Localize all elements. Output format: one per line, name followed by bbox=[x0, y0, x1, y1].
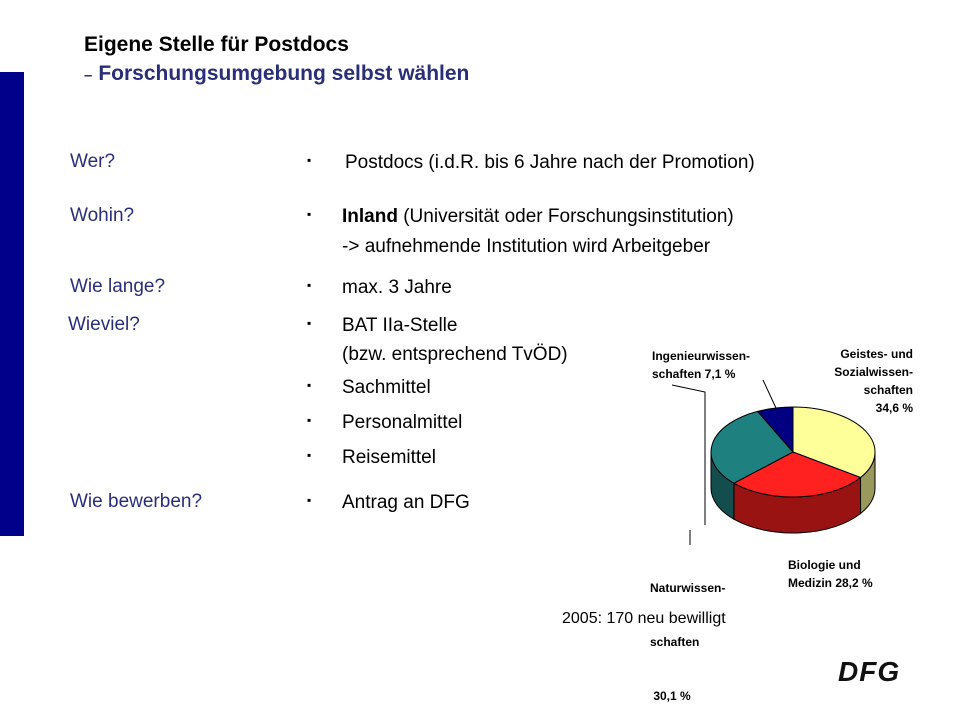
answer-wohin bbox=[342, 202, 734, 232]
answer-wohin-rest: (Universität oder Forschungsinstitution) bbox=[397, 206, 734, 227]
answer-wieviel-3: Personalmittel bbox=[342, 412, 463, 433]
bullet-marker: ▪ bbox=[307, 413, 312, 427]
slice-label-line: Medizin 28,2 % bbox=[788, 576, 873, 590]
slice-label-line: Naturwissen- bbox=[650, 581, 726, 595]
question-wer: Wer? bbox=[70, 151, 116, 172]
bullet-marker: ▪ bbox=[307, 278, 312, 292]
pie-slice-side-1 bbox=[734, 478, 861, 533]
slice-label-ingenieur bbox=[652, 347, 750, 383]
sidebar-accent-bar bbox=[0, 72, 24, 536]
slice-label-line: Geistes- und bbox=[840, 347, 913, 361]
question-wie-bewerben: Wie bewerben? bbox=[70, 491, 203, 512]
slice-label-geistes bbox=[803, 345, 913, 417]
answer-wie-bewerben: Antrag an DFG bbox=[342, 492, 470, 513]
slice-label-line: schaften bbox=[650, 635, 700, 649]
pie-slice-side-2 bbox=[711, 452, 734, 519]
answer-wieviel-2: Sachmittel bbox=[342, 377, 431, 398]
pie-slice-0 bbox=[793, 407, 875, 478]
pie-slice-side-0 bbox=[861, 452, 875, 514]
slice-label-line: 30,1 % bbox=[650, 689, 691, 703]
question-wohin: Wohin? bbox=[70, 205, 135, 226]
answer-wieviel-4: Reisemittel bbox=[342, 447, 436, 468]
bullet-marker: ▪ bbox=[307, 153, 312, 167]
question-wieviel: Wieviel? bbox=[68, 314, 140, 335]
answer-wer: Postdocs (i.d.R. bis 6 Jahre nach der Promotion) bbox=[345, 152, 755, 173]
slice-label-line: Ingenieurwissen- bbox=[652, 349, 751, 363]
slice-label-biologie bbox=[788, 556, 873, 592]
bullet-marker: ▪ bbox=[307, 316, 312, 330]
pie-slice-3 bbox=[758, 407, 793, 452]
pie-slice-2 bbox=[711, 411, 793, 483]
pie-slice-1 bbox=[734, 452, 861, 497]
answer-wie-lange: max. 3 Jahre bbox=[342, 277, 452, 298]
bullet-marker: ▪ bbox=[307, 207, 312, 221]
bullet-marker: ▪ bbox=[307, 448, 312, 462]
bullet-marker: ▪ bbox=[307, 378, 312, 392]
bullet-marker: ▪ bbox=[307, 493, 312, 507]
subtitle-text: Forschungsumgebung selbst wählen bbox=[98, 62, 470, 85]
subtitle-dash: – bbox=[84, 67, 93, 84]
answer-wieviel-1b: (bzw. entsprechend TvÖD) bbox=[342, 344, 568, 365]
slice-label-natur bbox=[650, 543, 725, 723]
slice-label-line: Biologie und bbox=[788, 558, 861, 572]
question-wie-lange: Wie lange? bbox=[70, 276, 166, 297]
chart-caption: 2005: 170 neu bewilligt bbox=[562, 610, 726, 627]
slice-label-line: 34,6 % bbox=[875, 401, 913, 415]
slice-label-line: Sozialwissen- bbox=[834, 365, 913, 379]
leader-line bbox=[763, 380, 776, 408]
slice-label-line: schaften bbox=[863, 383, 913, 397]
slice-label-line: schaften 7,1 % bbox=[652, 367, 736, 381]
dfg-logo bbox=[838, 656, 908, 686]
leader-line bbox=[672, 385, 705, 525]
page-subtitle bbox=[84, 62, 469, 86]
page-title: Eigene Stelle für Postdocs bbox=[84, 33, 349, 56]
answer-wohin-bold: Inland bbox=[342, 206, 398, 227]
answer-wieviel-1: BAT IIa-Stelle bbox=[342, 315, 458, 336]
answer-wohin-line2: -> aufnehmende Institution wird Arbeitgeber bbox=[342, 236, 711, 257]
dfg-logo-text: DFG bbox=[838, 656, 901, 686]
